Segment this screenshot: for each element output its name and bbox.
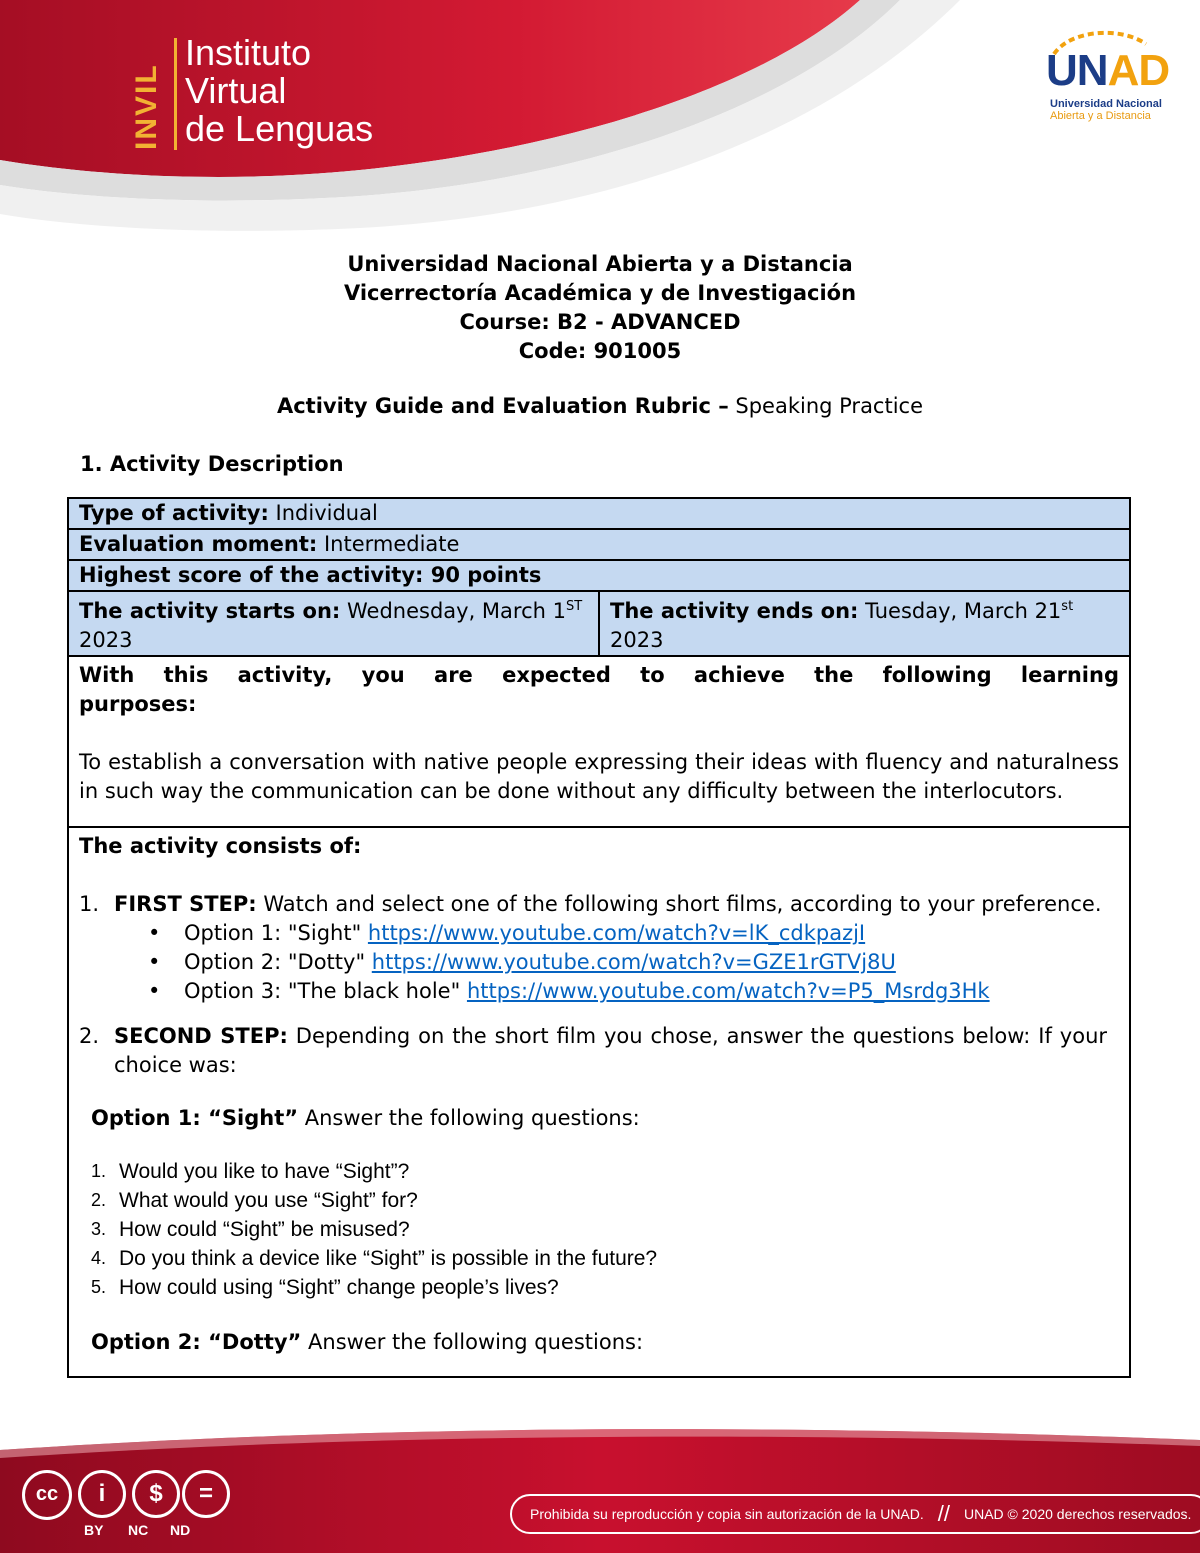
unad-logo [1046, 28, 1176, 123]
question-text: What would you use “Sight” for? [119, 1189, 418, 1212]
dates-row [69, 592, 1129, 657]
option-1-title: Option 1: “Sight” [91, 1106, 299, 1130]
list-item [184, 977, 1119, 1006]
list-item [184, 919, 1119, 948]
end-date-cell [600, 592, 1129, 655]
second-step [79, 1022, 1119, 1080]
document-title-block [0, 250, 1200, 366]
activity-description-table [67, 497, 1131, 1378]
question-number: 1. [91, 1161, 107, 1181]
vice-rectory: Vicerrectoría Académica y de Investigación [343, 281, 857, 305]
list-item [91, 1244, 1119, 1273]
course-code: Code: 901005 [518, 339, 682, 363]
course-name: Course: B2 - ADVANCED [459, 310, 741, 334]
start-label: The activity starts on: [79, 599, 341, 623]
noncommercial-icon: $ [132, 1470, 180, 1518]
step-label: FIRST STEP: [114, 892, 257, 916]
logo-divider [174, 38, 177, 150]
option-label: Option 2: "Dotty" [184, 950, 372, 974]
end-sup: st [1061, 599, 1074, 614]
question-number: 5. [91, 1277, 107, 1297]
unad-line-1: Universidad Nacional [1050, 98, 1162, 110]
list-item [91, 1157, 1119, 1186]
option-2-heading [79, 1328, 1119, 1357]
list-item [184, 948, 1119, 977]
cc-label-nc: NC [128, 1522, 149, 1538]
option-1-instructions: Answer the following questions: [298, 1106, 640, 1130]
type-label: Type of activity: [79, 501, 269, 525]
start-value: Wednesday, March 1 [340, 599, 566, 623]
end-value: Tuesday, March 21 [858, 599, 1062, 623]
attribution-icon: i [78, 1470, 126, 1518]
question-text: How could using “Sight” change people’s lives? [119, 1276, 559, 1299]
list-item [91, 1273, 1119, 1302]
purposes-text: To establish a conversation with native people expressing their ideas with fluency and naturalness in such way the communication can be done without any difficulty between the interlocutors. [79, 750, 1119, 803]
option-3-link[interactable]: https://www.youtube.com/watch?v=P5_Msrdg3Hk [466, 979, 990, 1003]
moment-row [69, 530, 1129, 561]
question-text: Do you think a device like “Sight” is possible in the future? [119, 1247, 658, 1270]
moment-label: Evaluation moment: [79, 532, 318, 556]
option-2-title: Option 2: “Dotty” [91, 1330, 302, 1354]
unad-line-2: Abierta y a Distancia [1050, 110, 1151, 122]
purposes-heading-2: purposes: [79, 692, 197, 716]
question-text: Would you like to have “Sight”? [119, 1160, 410, 1183]
option-1-heading [79, 1104, 1119, 1133]
question-number: 4. [91, 1248, 107, 1268]
reproduction-notice: Prohibida su reproducción y copia sin autorización de la UNAD. [530, 1506, 924, 1522]
logo-line: de Lenguas [185, 108, 374, 149]
start-sup: ST [565, 599, 583, 614]
first-step [79, 890, 1119, 919]
logo-line: Virtual [185, 70, 287, 111]
type-row [69, 499, 1129, 530]
end-year: 2023 [610, 628, 664, 652]
copyright-notice [510, 1494, 1200, 1534]
step-text: Watch and select one of the following short films, according to your preference. [256, 892, 1102, 916]
institute-logo-text [185, 34, 373, 148]
end-label: The activity ends on: [610, 599, 859, 623]
start-year: 2023 [79, 628, 133, 652]
copyright-text: UNAD © 2020 derechos reservados. [964, 1506, 1192, 1522]
guide-title-normal: Speaking Practice [728, 394, 924, 418]
step-number: 2. [79, 1024, 100, 1048]
purposes-row [69, 657, 1129, 828]
film-options-list [79, 919, 1119, 1006]
moment-value: Intermediate [317, 532, 460, 556]
consists-title: The activity consists of: [79, 834, 362, 858]
option-1-link[interactable]: https://www.youtube.com/watch?v=lK_cdkpazjI [367, 921, 866, 945]
consists-row [69, 828, 1129, 1376]
score-text: Highest score of the activity: 90 points [79, 563, 542, 587]
cc-icon: cc [22, 1470, 72, 1520]
question-text: How could “Sight” be misused? [119, 1218, 410, 1241]
step-number: 1. [79, 892, 100, 916]
step-text: Depending on the short film you chose, answer the questions below: If your choice was: [114, 1024, 1108, 1077]
cc-label-by: BY [84, 1522, 104, 1538]
start-date-cell [69, 592, 600, 655]
invil-vertical-logo: INVIL [130, 63, 163, 150]
cc-label-nd: ND [170, 1522, 191, 1538]
section-title: 1. Activity Description [80, 452, 344, 476]
noderivatives-icon: = [182, 1470, 230, 1518]
unad-word-ad: AD [1107, 46, 1170, 95]
university-name: Universidad Nacional Abierta y a Distancia [347, 252, 853, 276]
list-item [91, 1186, 1119, 1215]
header-banner [0, 0, 1200, 240]
type-value: Individual [268, 501, 378, 525]
question-number: 3. [91, 1219, 107, 1239]
option-1-questions [79, 1157, 1119, 1302]
notice-separator: // [937, 1501, 950, 1526]
guide-title [0, 394, 1200, 418]
option-label: Option 1: "Sight" [184, 921, 368, 945]
option-2-instructions: Answer the following questions: [301, 1330, 644, 1354]
option-label: Option 3: "The black hole" [184, 979, 467, 1003]
question-number: 2. [91, 1190, 107, 1210]
option-2-link[interactable]: https://www.youtube.com/watch?v=GZE1rGTVj8U [371, 950, 896, 974]
list-item [91, 1215, 1119, 1244]
unad-word-un: UN [1046, 46, 1108, 95]
purposes-heading: With this activity, you are expected to achieve the following learning [79, 663, 1119, 687]
logo-line: Instituto [185, 32, 312, 73]
step-label: SECOND STEP: [114, 1024, 288, 1048]
guide-title-bold: Activity Guide and Evaluation Rubric – [276, 394, 729, 418]
score-row [69, 561, 1129, 592]
